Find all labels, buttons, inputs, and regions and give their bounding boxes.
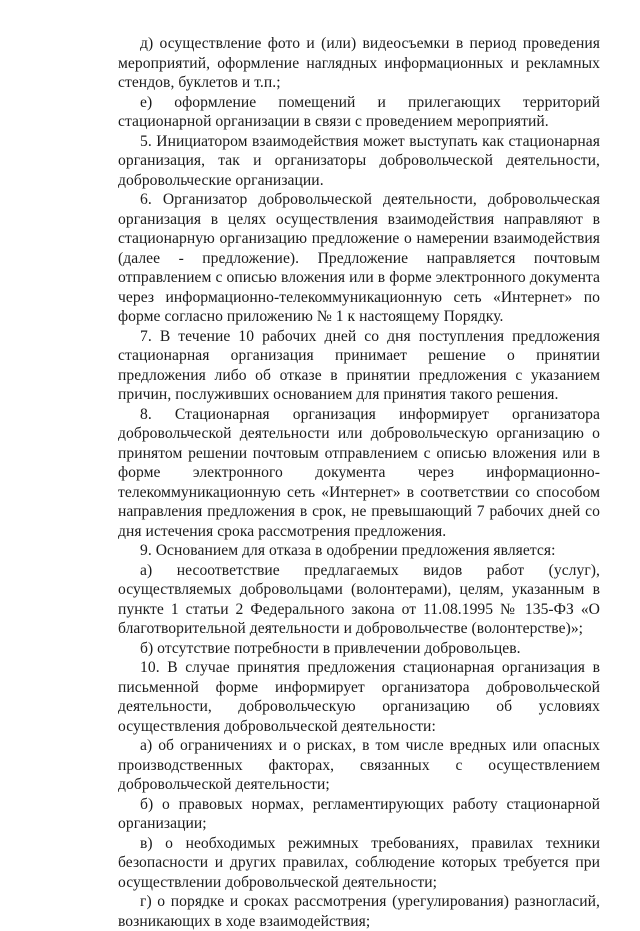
paragraph-9-item-a: а) несоответствие предлагаемых видов работ (услуг), осуществляемых добровольцами (волонтерами), целям, указанным в пункте 1 статьи 2 Федерального закона от 11.08.1995 № 135-ФЗ «О благотворительной деятельности и добровольчестве (волонтерстве)»; <box>118 561 600 637</box>
paragraph-10-item-a: а) об ограничениях и о рисках, в том числе вредных или опасных производственных факторах, связанных с осуществлением добровольческой деятельности; <box>118 737 600 793</box>
paragraph-10: 10. В случае принятия предложения стационарная организация в письменной форме информирует организатора добровольческой деятельности, добровольческую организацию об условиях осуществления добровольческой деятельности: <box>118 659 600 735</box>
paragraph-8: 8. Стационарная организация информирует организатора добровольческой деятельности или добровольческую организацию о принятом решении почтовым отправлением с описью вложения или в форме электронного документа через информационно-телекоммуникационную сеть «Интернет» в соответствии со способом направления предложения в срок, не превышающий 7 рабочих дней со дня истечения срока рассмотрения предложения. <box>118 405 600 540</box>
document-body <box>118 34 600 931</box>
paragraph-9-item-b: б) отсутствие потребности в привлечении добровольцев. <box>140 639 521 657</box>
paragraph-10-item-v: в) о необходимых режимных требованиях, правилах техники безопасности и других правилах, соблюдение которых требуется при осуществлении добровольческой деятельности; <box>118 834 600 891</box>
paragraph-item-d: д) осуществление фото и (или) видеосъемки в период проведения мероприятий, оформление наглядных информационных и рекламных стендов, буклетов и т.п.; <box>118 35 600 91</box>
paragraph-item-e: е) оформление помещений и прилегающих территорий стационарной организации в связи с проведением мероприятий. <box>118 93 600 130</box>
paragraph-9: 9. Основанием для отказа в одобрении предложения является: <box>140 542 556 559</box>
paragraph-7: 7. В течение 10 рабочих дней со дня поступления предложения стационарная организация принимает решение о принятии предложения либо об отказе в принятии предложения с указанием причин, послуживших основанием для принятия такого решения. <box>118 327 600 403</box>
paragraph-10-item-b: б) о правовых нормах, регламентирующих работу стационарной организации; <box>118 795 600 832</box>
paragraph-6: 6. Организатор добровольческой деятельности, добровольческая организация в целях осуществления взаимодействия направляют в стационарную организацию предложение о намерении взаимодействия (далее - предложение). Предложение направляется почтовым отправлением с описью вложения или в форме электронного документа через информационно-телекоммуникационную сеть «Интернет» по форме согласно приложению № 1 к настоящему Порядку. <box>118 191 600 325</box>
paragraph-5: 5. Инициатором взаимодействия может выступать как стационарная организация, так и организаторы добровольческой деятельности, добровольческие организации. <box>118 132 600 189</box>
paragraph-10-item-g: г) о порядке и сроках рассмотрения (урегулирования) разногласий, возникающих в ходе взаимодействия; <box>118 893 600 930</box>
